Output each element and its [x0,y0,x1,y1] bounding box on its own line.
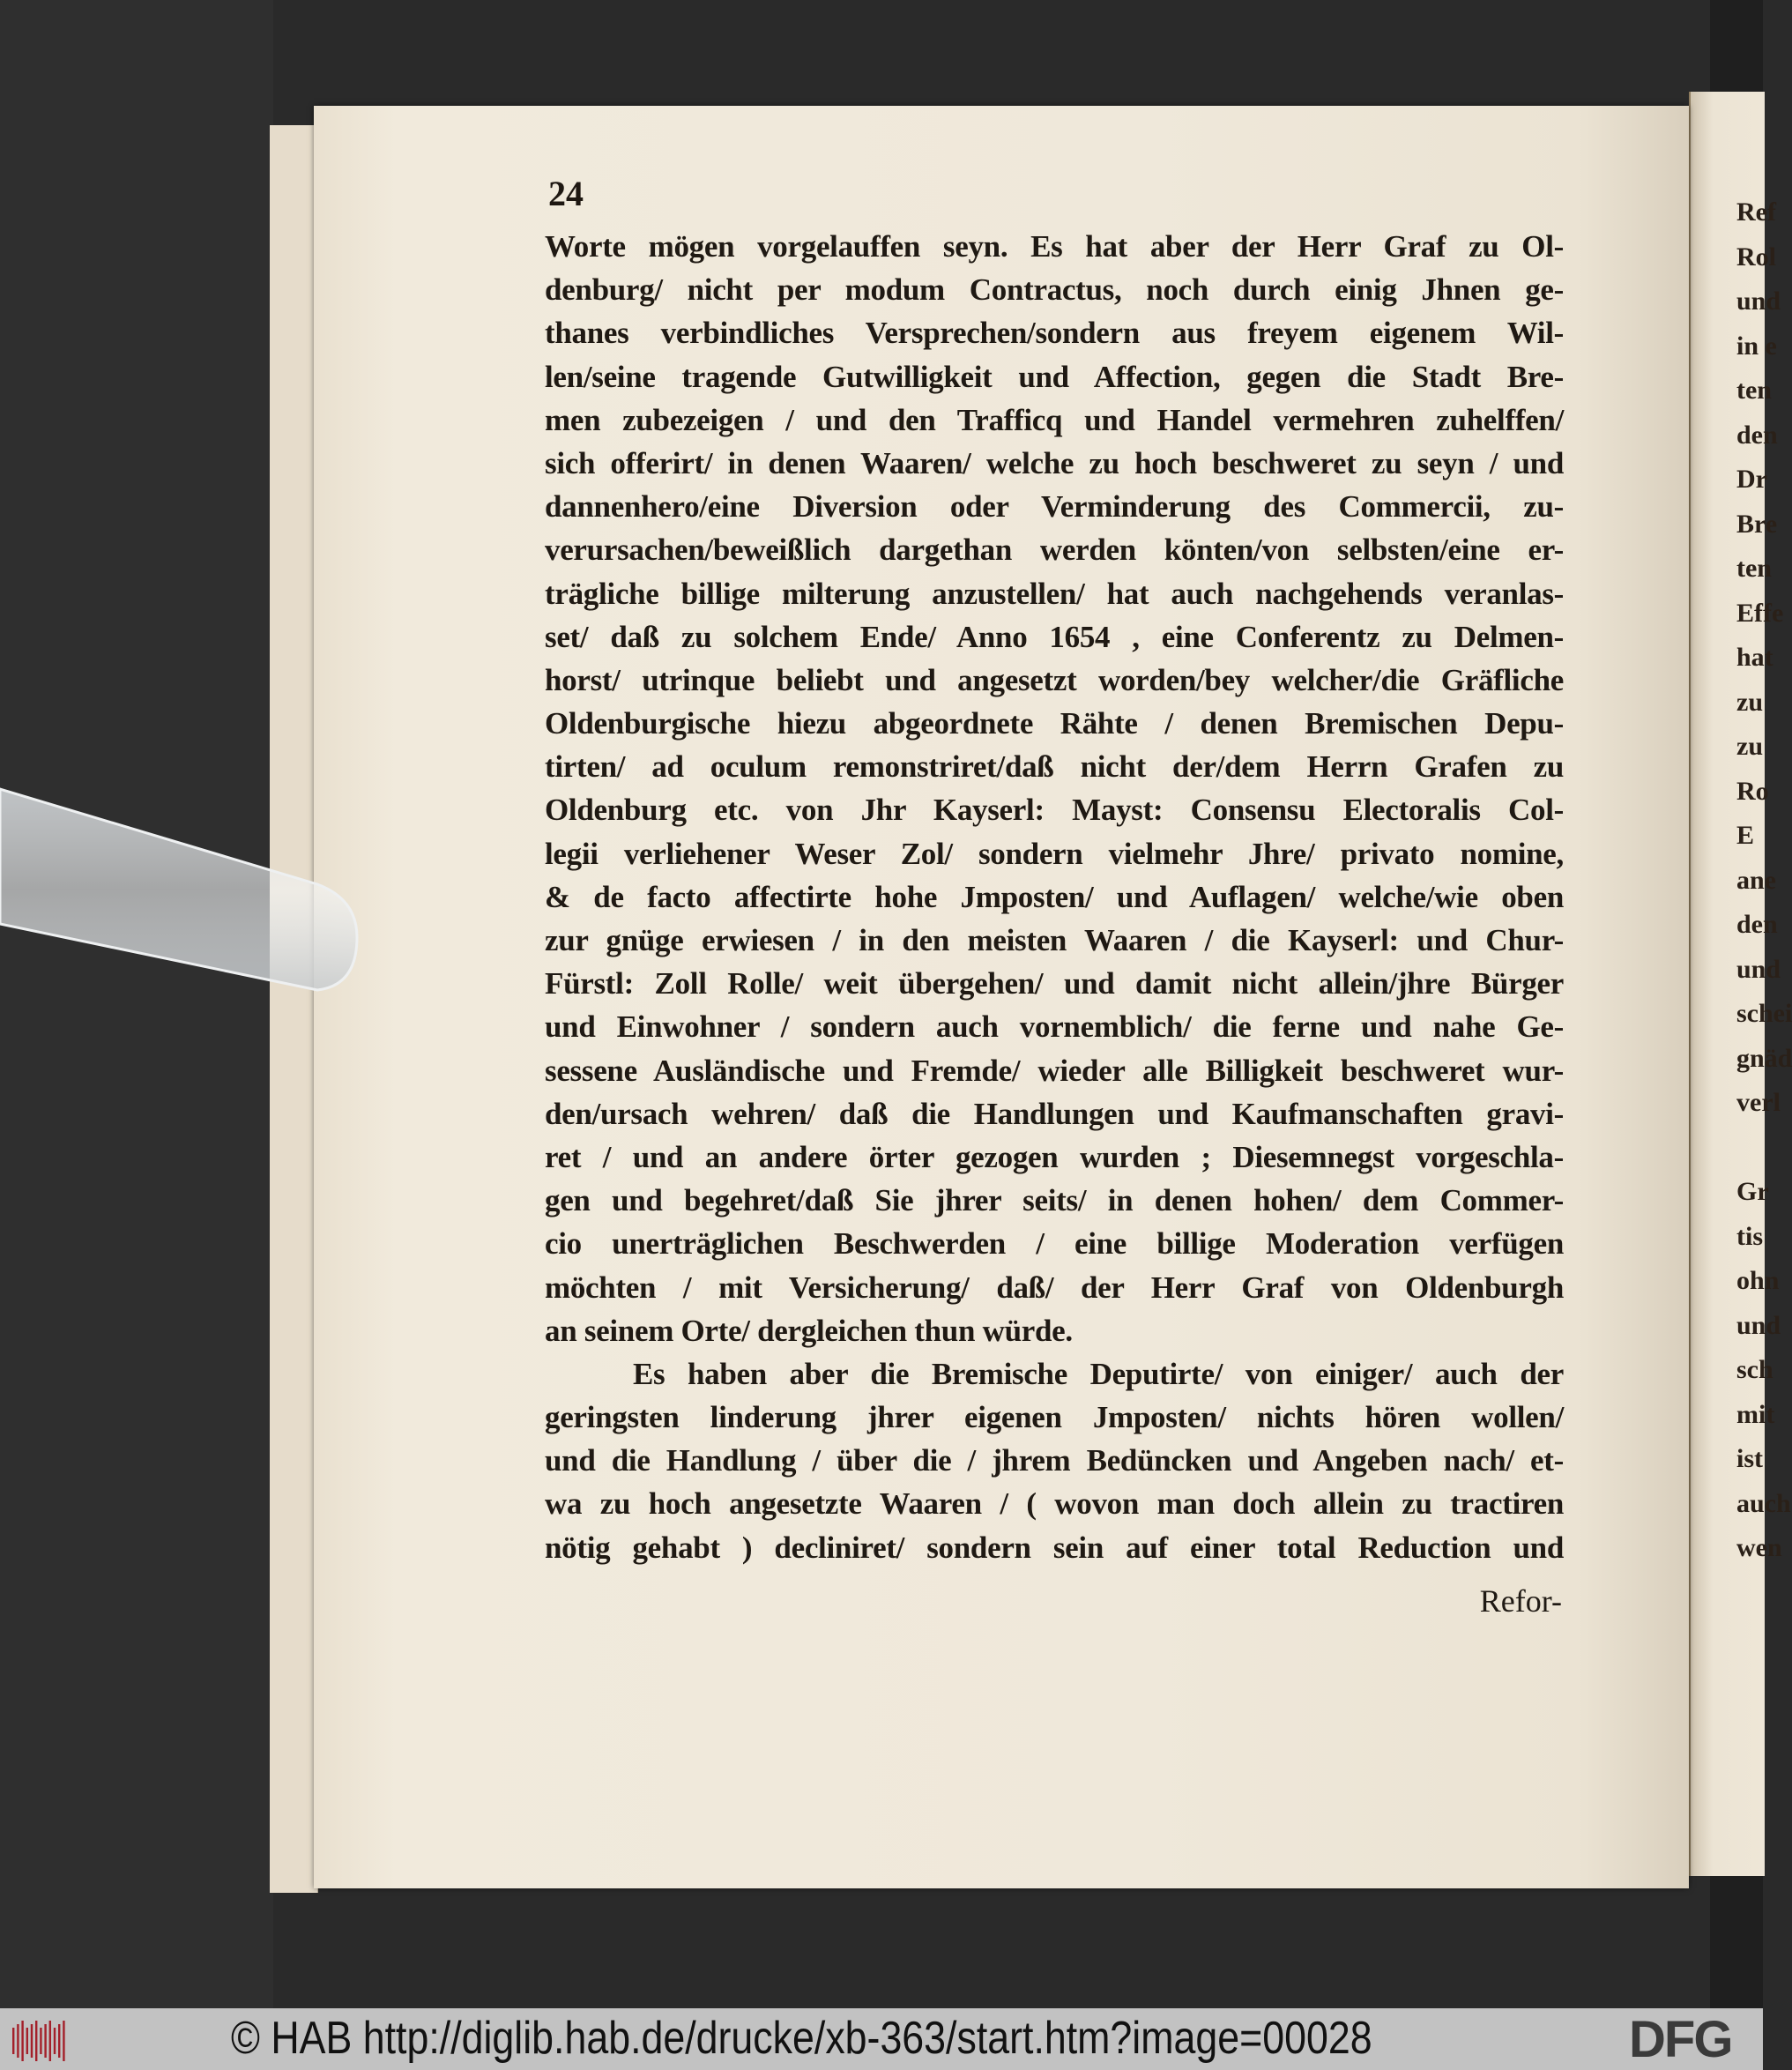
text-line: thanes verbindliches Versprechen/sondern aus freyem eigenem Wil- [545,316,1564,351]
text-line: dannenhero/eine Diversion oder Verminderung des Commercii, zu- [545,489,1564,525]
facing-page-fragment: Effe [1736,598,1784,628]
facing-page-fragment: tis [1736,1221,1763,1251]
text-line: denburg/ nicht per modum Contractus, noch durch einig Jhnen ge- [545,272,1564,308]
facing-page-fragment: und [1736,954,1781,984]
text-line: sich offerirt/ in denen Waaren/ welche zu hoch beschweret zu seyn / und [545,445,1564,480]
logo-bar [49,2021,51,2061]
dfg-logo: DFG [1629,2011,1732,2068]
facing-page-fragment: schei [1736,999,1792,1028]
logo-bar [63,2021,64,2061]
logo-bar [40,2028,41,2054]
text-line: Oldenburg etc. von Jhr Kayserl: Mayst: Consensu Electoralis Col- [545,793,1564,828]
facing-page-fragment: und [1736,1310,1781,1340]
text-line: nötig gehabt ) decliniret/ sondern sein auf einer total Reduction und [545,1530,1564,1565]
facing-page-fragment: den [1736,420,1778,450]
text-line: Es haben aber die Bremische Deputirte/ von einiger/ auch der [633,1356,1564,1391]
logo-bar [54,2028,56,2054]
facing-page-fragment: Gr [1736,1177,1769,1206]
facing-page-fragment: und [1736,287,1781,316]
facing-page-fragment: hat [1736,643,1773,672]
catchword: Refor- [1479,1583,1562,1619]
facing-page-fragment: mit [1736,1399,1775,1429]
facing-page-fragment: Ref [1736,197,1776,227]
text-line: sessene Ausländische und Fremde/ wieder alle Billigkeit beschweret wur- [545,1053,1564,1088]
facing-page-fragment: sch [1736,1355,1773,1384]
hab-logo [7,2017,73,2065]
logo-bar [17,2024,19,2058]
text-line: men zubezeigen / und den Trafficq und Handel vermehren zuhelffen/ [545,402,1564,437]
logo-bar [35,2021,37,2061]
page-number: 24 [548,174,584,213]
text-line: Oldenburgische hiezu abgeordnete Rähte / denen Bremischen Depu- [545,706,1564,741]
logo-bar [58,2024,60,2058]
facing-page-fragment: den [1736,910,1778,939]
text-line: geringsten linderung jhrer eigenen Jmposten/ nichts hören wollen/ [545,1400,1564,1435]
facing-page-fragment: verl [1736,1088,1781,1117]
text-line: ret / und an andere örter gezogen wurden ; Diesemnegst vorgeschla- [545,1139,1564,1174]
logo-bar [44,2024,46,2058]
text-line: an seinem Orte/ dergleichen thun würde. [545,1313,1073,1348]
text-line: und Einwohner / sondern auch vornemblich/ die ferne und nahe Ge- [545,1009,1564,1045]
facing-page-fragment: zu [1736,732,1763,761]
text-line: cio unerträglichen Beschwerden / eine billige Moderation verfügen [545,1226,1564,1262]
facing-page-fragment: zu [1736,687,1763,717]
facing-page-fragment: ist [1736,1444,1763,1473]
text-line: wa zu hoch angesetzte Waaren / ( wovon man doch allein zu tractiren [545,1486,1564,1522]
facing-page-fragment: auch [1736,1488,1791,1518]
footer-bar [0,2008,1763,2070]
facing-page [1689,92,1792,1876]
text-line: und die Handlung / über die / jhrem Bedüncken und Angeben nach/ et- [545,1443,1564,1478]
text-line: möchten / mit Versicherung/ daß/ der Herr Graf von Oldenburgh [545,1270,1564,1305]
page-text [545,225,1564,1569]
text-line: zur gnüge erwiesen / in den meisten Waaren / die Kayserl: und Chur- [545,923,1564,957]
facing-page-fragment: Dr [1736,465,1767,494]
facing-page-fragment: ten [1736,554,1772,583]
facing-page-fragment: ten [1736,376,1772,405]
facing-page-fragment: Bre [1736,509,1778,539]
facing-page-fragment: Rol [1736,242,1776,272]
text-line: Fürstl: Zoll Rolle/ weit übergehen/ und damit nicht allein/jhre Bürger [545,966,1564,1001]
text-line: den/ursach wehren/ daß die Handlungen und Kaufmanschaften gravi- [545,1096,1564,1131]
text-line: horst/ utrinque beliebt und angesetzt worden/bey welcher/die Gräfliche [545,662,1564,697]
text-line: trägliche billige milterung anzustellen/ hat auch nachgehends veranlas- [545,576,1564,611]
logo-bar [21,2021,23,2061]
glass-weight [0,776,370,1005]
facing-page-fragment: in e [1736,331,1777,361]
text-line: tirten/ ad oculum remonstriret/daß nicht der/dem Herrn Grafen zu [545,749,1564,785]
text-line: len/seine tragende Gutwilligkeit und Affection, gegen die Stadt Bre- [545,359,1564,394]
text-line: gen und begehret/daß Sie jhrer seits/ in denen hohen/ dem Commer- [545,1183,1564,1218]
facing-page-fragment: gnäd [1736,1043,1792,1073]
facing-page-fragment: ohn [1736,1266,1780,1295]
facing-page-fragment: wen [1736,1533,1782,1562]
logo-bar [31,2024,33,2058]
facing-page-fragment: E [1736,821,1755,850]
facing-page-fragment: Ro [1736,776,1769,806]
logo-bar [12,2028,14,2054]
text-line: legii verliehener Weser Zol/ sondern vielmehr Jhre/ privato nomine, [545,836,1564,871]
text-line: & de facto affectirte hohe Jmposten/ und Auflagen/ welche/wie oben [545,879,1564,914]
footer-credit: © HAB http://diglib.hab.de/drucke/xb-363/start.htm?image=00028 [231,2013,1372,2064]
text-line: Worte mögen vorgelauffen seyn. Es hat aber der Herr Graf zu Ol- [545,229,1564,264]
text-line: verursachen/beweißlich dargethan werden könten/von selbsten/eine er- [545,532,1564,568]
logo-bar [26,2028,28,2054]
page-edges [270,125,317,1893]
facing-page-fragment: ane [1736,865,1776,895]
text-line: set/ daß zu solchem Ende/ Anno 1654 , eine Conferentz zu Delmen- [545,619,1564,654]
